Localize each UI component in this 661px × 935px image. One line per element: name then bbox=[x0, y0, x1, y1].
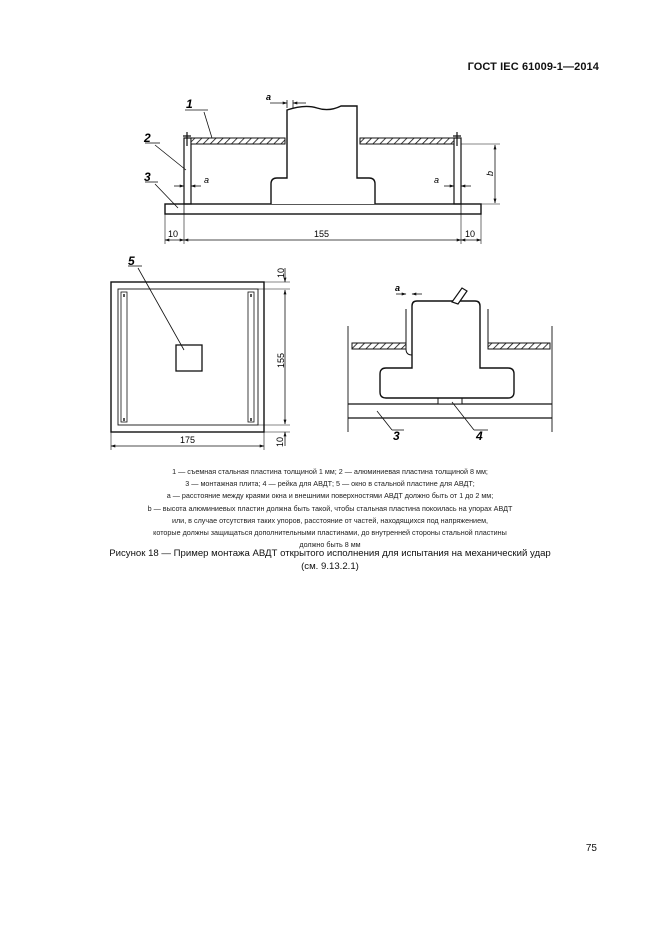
aluminium-plate-right bbox=[454, 138, 461, 204]
dim-10-plan-top: 10 bbox=[276, 267, 286, 278]
legend-line-3: a — расстояние между краями окна и внешними поверхностями АВДТ должно быть от 1 до 2 мм; bbox=[166, 491, 494, 501]
detail-steel-right bbox=[488, 343, 550, 349]
plan-view bbox=[111, 266, 290, 450]
callout-3-detail: 3 bbox=[393, 429, 400, 443]
legend-line-4: b — высота алюминиевых пластин должна быть такой, чтобы стальная пластина покоилась на упорах АВДТ bbox=[147, 503, 513, 513]
figure-legend bbox=[80, 466, 580, 551]
dim-175: 175 bbox=[180, 435, 196, 445]
legend-line-1: 1 — съемная стальная пластина толщиной 1 мм; 2 — алюминиевая пластина толщиной 8 мм; bbox=[172, 467, 488, 476]
detail-steel-left bbox=[352, 343, 406, 349]
mounting-plate bbox=[165, 204, 481, 214]
dim-10-plan-bottom: 10 bbox=[275, 436, 285, 447]
device-profile-top bbox=[271, 106, 375, 204]
steel-plate-left bbox=[191, 138, 285, 144]
dim-a-left: a bbox=[204, 175, 210, 185]
detail-view bbox=[348, 288, 552, 432]
figure-caption bbox=[80, 547, 580, 573]
aluminium-plate-left bbox=[184, 138, 191, 204]
caption-line-2: (см. 9.13.2.1) bbox=[301, 561, 359, 572]
steel-plate-right bbox=[360, 138, 454, 144]
dim-a-top: a bbox=[266, 92, 272, 102]
caption-line-1: Рисунок 18 — Пример монтажа АВДТ открытого исполнения для испытания на механический удар bbox=[109, 548, 551, 559]
standard-header: ГОСТ IEC 61009-1—2014 bbox=[467, 61, 599, 73]
callout-5: 5 bbox=[128, 254, 135, 268]
legend-line-2: 3 — монтажная плита; 4 — рейка для АВДТ; 5 — окно в стальной пластине для АВДТ; bbox=[185, 479, 475, 489]
dim-10-right: 10 bbox=[465, 229, 476, 239]
window-in-steel-plate bbox=[176, 345, 202, 371]
callout-3-top: 3 bbox=[144, 170, 151, 184]
legend-line-6: которые должны защищаться дополнительными пластинами, до внутренней стороны стальной пластины bbox=[153, 528, 507, 538]
dim-b: b bbox=[485, 170, 495, 176]
legend-line-7: должно быть 8 мм bbox=[299, 540, 361, 550]
top-section-view bbox=[145, 100, 500, 244]
dim-a-detail: a bbox=[395, 283, 401, 293]
dim-10-left: 10 bbox=[168, 229, 179, 239]
dim-155-width: 155 bbox=[314, 229, 330, 239]
callout-1: 1 bbox=[186, 97, 193, 111]
legend-line-5: или, в случае отсутствия таких упоров, расстояние от частей, находящихся под напряжением, bbox=[171, 515, 489, 525]
callout-4: 4 bbox=[476, 429, 483, 443]
page-number: 75 bbox=[585, 843, 597, 854]
callout-2: 2 bbox=[144, 131, 151, 145]
dim-a-right: a bbox=[434, 175, 440, 185]
dim-155-height: 155 bbox=[276, 352, 286, 368]
